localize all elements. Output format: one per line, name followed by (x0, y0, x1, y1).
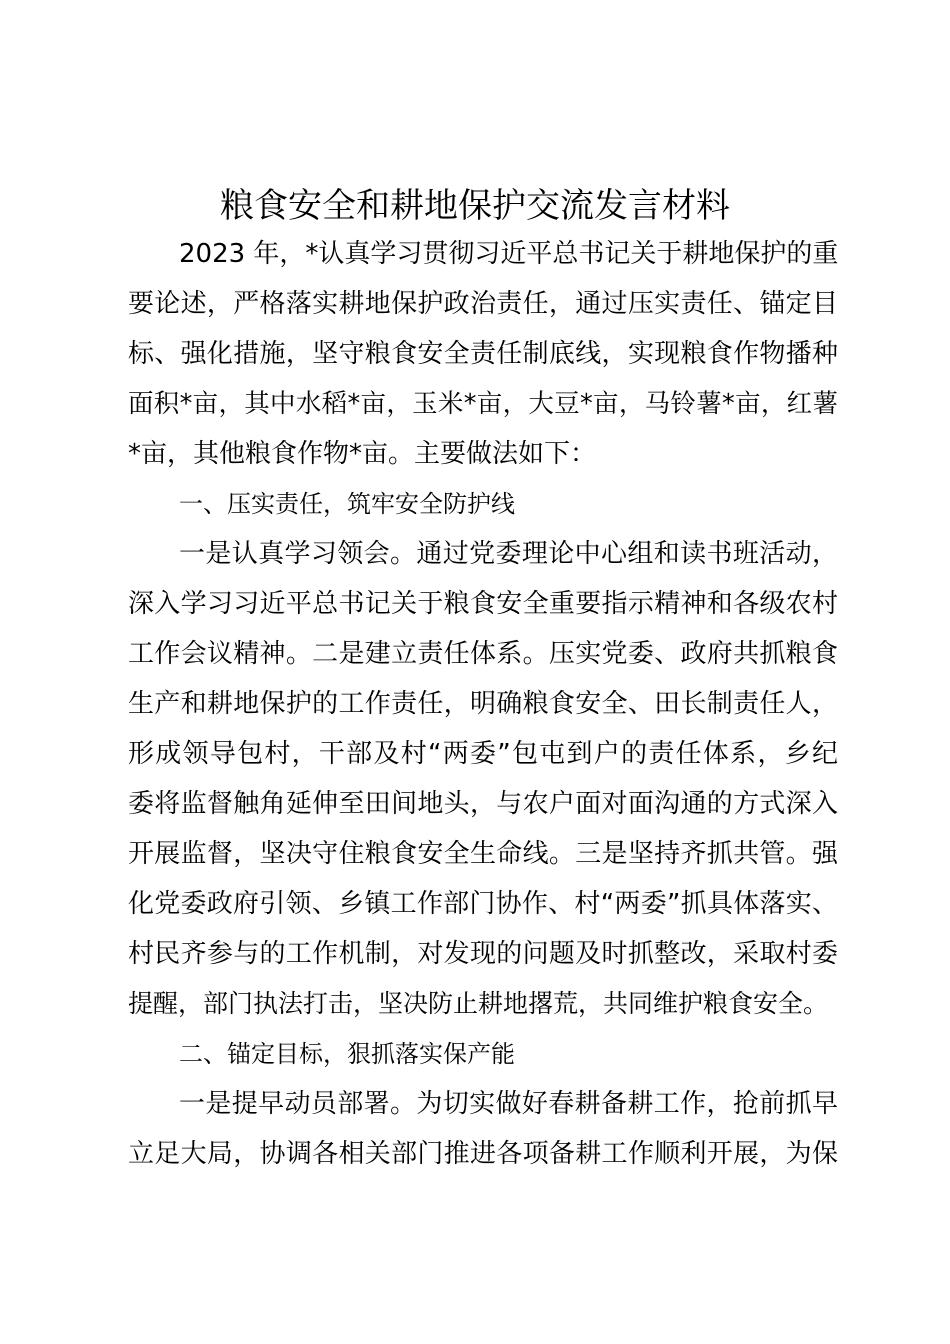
paragraph-line: 深入学习习近平总书记关于粮食安全重要指示精神和各级农村 (128, 589, 838, 619)
section-heading: 二、锚定目标，狠抓落实保产能 (179, 1040, 515, 1068)
paragraph-line: 2023 年，*认真学习贯彻习近平总书记关于耕地保护的重 (179, 239, 839, 269)
paragraph-line: 面积*亩，其中水稻*亩，玉米*亩，大豆*亩，马铃薯*亩，红薯 (128, 389, 838, 419)
section-heading: 一、压实责任，筑牢安全防护线 (179, 490, 515, 518)
paragraph-line: 形成领导包村，干部及村“两委”包屯到户的责任体系，乡纪 (128, 739, 838, 769)
paragraph-line: 一是认真学习领会。通过党委理论中心组和读书班活动， (179, 539, 838, 569)
paragraph-line: 村民齐参与的工作机制，对发现的问题及时抓整改，采取村委 (128, 939, 838, 969)
paragraph-line: 标、强化措施，坚守粮食安全责任制底线，实现粮食作物播种 (128, 339, 838, 369)
document-title: 粮食安全和耕地保护交流发言材料 (220, 186, 730, 226)
paragraph-line: *亩，其他粮食作物*亩。主要做法如下： (128, 439, 597, 469)
paragraph-line: 立足大局，协调各相关部门推进各项备耕工作顺利开展，为保 (128, 1139, 838, 1169)
paragraph-line: 开展监督，坚决守住粮食安全生命线。三是坚持齐抓共管。强 (128, 839, 838, 869)
paragraph-line: 一是提早动员部署。为切实做好春耕备耕工作，抢前抓早 (179, 1089, 838, 1119)
paragraph-line: 提醒，部门执法打击，坚决防止耕地撂荒，共同维护粮食安全。 (128, 989, 829, 1018)
paragraph-line: 生产和耕地保护的工作责任，明确粮食安全、田长制责任人， (128, 689, 838, 719)
paragraph-line: 要论述，严格落实耕地保护政治责任，通过压实责任、锚定目 (128, 289, 838, 319)
paragraph-line: 委将监督触角延伸至田间地头，与农户面对面沟通的方式深入 (128, 789, 838, 819)
paragraph-line: 化党委政府引领、乡镇工作部门协作、村“两委”抓具体落实、 (128, 889, 838, 919)
paragraph-line: 工作会议精神。二是建立责任体系。压实党委、政府共抓粮食 (128, 639, 838, 669)
